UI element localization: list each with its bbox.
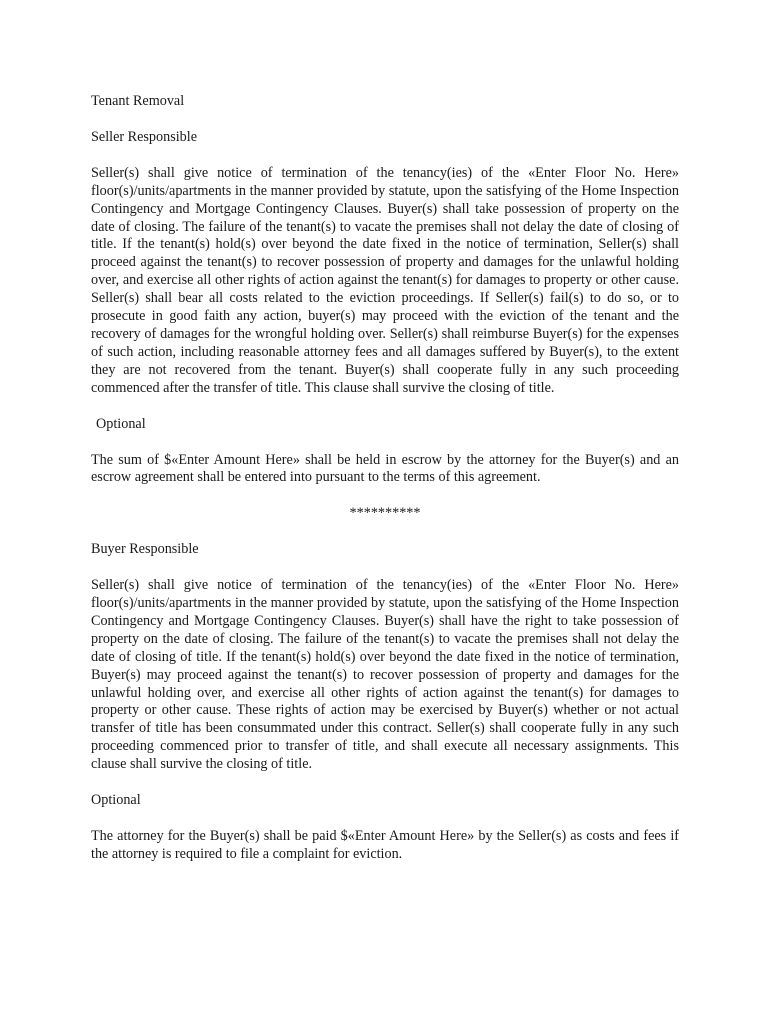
buyer-responsible-heading: Buyer Responsible: [91, 541, 199, 558]
buyer-responsible-body: Seller(s) shall give notice of termination of the tenancy(ies) of the «Enter Floor No. Here» floor(s)/units/apartments in the manner provided by statute, upon the satisfying of the Home Inspection Contingency and Mortgage Contingency Clauses. Buyer(s) shall have the right to take possession of property on the date of closing. The failure of the tenant(s) to vacate the premises shall not delay the date of closing of title. If the tenant(s) hold(s) over beyond the date fixed in the notice of termination, Buyer(s) may proceed against the tenant(s) to recover possession of property and damages for the unlawful holding over, and exercise all other rights of action against the tenant(s) for damages to property or other cause. These rights of action may be exercised by Buyer(s) whether or not actual transfer of title has been consummated under this contract. Seller(s) shall cooperate fully in any such proceeding commenced prior to transfer of title, and shall execute all necessary assignments. This clause shall survive the closing of title.: [91, 577, 679, 773]
seller-optional-body: The sum of $«Enter Amount Here» shall be held in escrow by the attorney for the Buyer(s) and an escrow agreement shall be entered into pursuant to the terms of this agreement.: [91, 451, 679, 486]
document-title: Tenant Removal: [91, 93, 185, 109]
seller-responsible-body: Seller(s) shall give notice of termination of the tenancy(ies) of the «Enter Floor No. Here» floor(s)/units/apartments in the manner provided by statute, upon the satisfying of the Home Inspection Contingency and Mortgage Contingency Clauses. Buyer(s) shall take possession of property on the date of closing. The failure of the tenant(s) to vacate the premises shall not delay the date of closing of title. If the tenant(s) hold(s) over beyond the date fixed in the notice of termination, Seller(s) shall proceed against the tenant(s) to recover possession of property and damages for the unlawful holding over, and exercise all other rights of action against the tenant(s) for damages to property or other cause. Seller(s) shall bear all costs related to the eviction proceedings. If Seller(s) fail(s) to do so, or to prosecute in good faith any action, buyer(s) may proceed with the eviction of the tenant and the recovery of damages for the wrongful holding over. Seller(s) shall reimburse Buyer(s) for the expenses of such action, including reasonable attorney fees and all damages suffered by Buyer(s), to the extent they are not recovered from the tenant. Buyer(s) shall cooperate fully in any such proceeding commenced after the transfer of title. This clause shall survive the closing of title.: [91, 164, 679, 396]
seller-optional-heading: Optional: [96, 415, 146, 432]
buyer-optional-heading: Optional: [91, 792, 141, 809]
document-page: [91, 93, 679, 882]
section-separator: **********: [349, 505, 421, 522]
seller-responsible-heading: Seller Responsible: [91, 128, 197, 145]
buyer-optional-body: The attorney for the Buyer(s) shall be paid $«Enter Amount Here» by the Seller(s) as costs and fees if the attorney is required to file a complaint for eviction.: [91, 828, 679, 862]
